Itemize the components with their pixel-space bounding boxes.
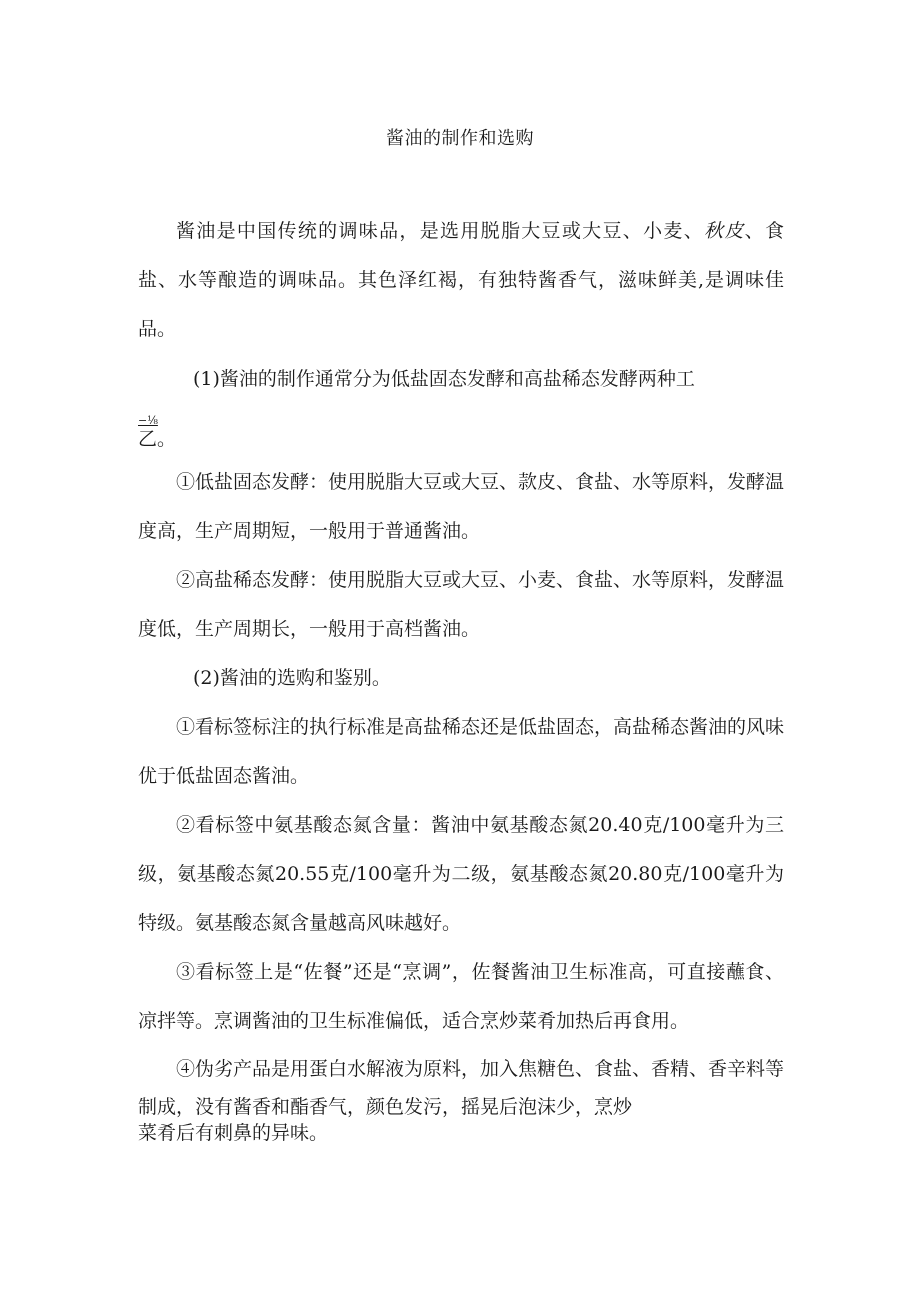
section2-item4-continuation: 菜肴后有刺鼻的异味。 bbox=[138, 1122, 329, 1144]
section1-item1: ①低盐固态发酵：使用脱脂大豆或大豆、款皮、食盐、水等原料，发酵温度高，生产周期短，一般用于普通酱油。 bbox=[138, 471, 785, 542]
document-title: 酱油的制作和选购 bbox=[386, 128, 534, 149]
section1-heading-tail: 乙。 bbox=[138, 428, 177, 450]
intro-paragraph bbox=[138, 207, 784, 354]
intro-text-part1: 酱油是中国传统的调味品，是选用脱脂大豆或大豆、小麦、 bbox=[176, 220, 705, 242]
section1-item2: ②高盐稀态发酵：使用脱脂大豆或大豆、小麦、食盐、水等原料，发酵温度低，生产周期长，一般用于高档酱油。 bbox=[138, 569, 785, 640]
section1-heading-continuation bbox=[138, 414, 784, 450]
section2-heading: (2)酱油的选购和鉴别。 bbox=[193, 667, 391, 689]
intro-text-part2: 、食盐、水等酿造的调味品。其色泽红褐，有独特酱香气，滋味鲜美,是调味佳品。 bbox=[138, 220, 784, 340]
document-body bbox=[138, 207, 784, 1148]
section2-item3: ③看标签上是“佐餐”还是“烹调”，佐餐酱油卫生标准高，可直接蘸食、凉拌等。烹调酱油的卫生标准偏低，适合烹炒菜肴加热后再食用。 bbox=[138, 961, 784, 1032]
section2-item1: ①看标签标注的执行标准是高盐稀态还是低盐固态，高盐稀态酱油的风味优于低盐固态酱油。 bbox=[138, 716, 785, 787]
section1-heading: (1)酱油的制作通常分为低盐固态发酵和高盐稀态发酵两种工 bbox=[193, 368, 695, 390]
section2-item4: ④伪劣产品是用蛋白水解液为原料，加入焦糖色、食盐、香精、香辛料等制成，没有酱香和酯香气，颜色发污，摇晃后泡沫少，烹炒 bbox=[138, 1058, 785, 1118]
section2-item2: ②看标签中氨基酸态氮含量：酱油中氨基酸态氮20.40克/100毫升为三级，氨基酸态氮20.55克/100毫升为二级，氨基酸态氮20.80克/100毫升为特级。氨基酸态氮含量越高风味越好。 bbox=[138, 814, 784, 934]
section1-note-mark: −⅛ bbox=[138, 414, 158, 427]
intro-italic-term: 秋皮 bbox=[704, 220, 745, 242]
